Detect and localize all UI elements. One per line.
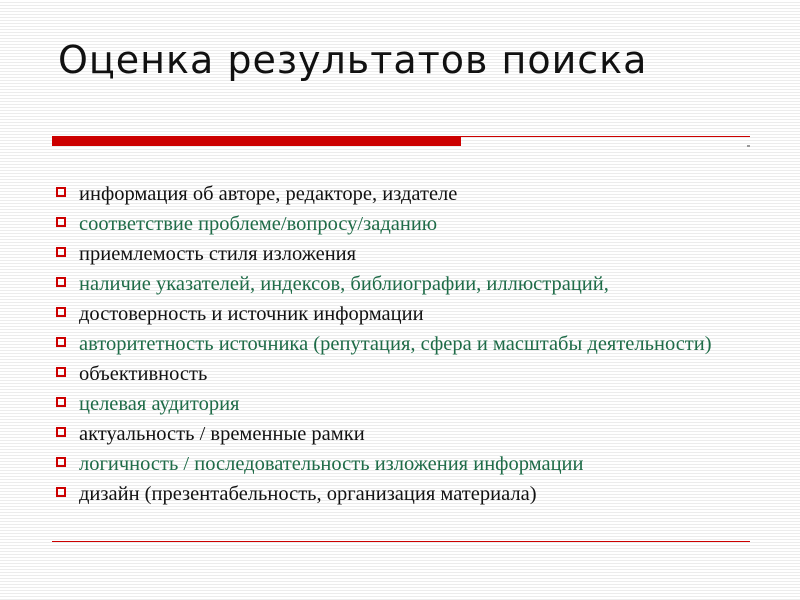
hollow-square-icon	[56, 277, 66, 287]
hollow-square-icon	[56, 487, 66, 497]
list-item	[56, 391, 746, 417]
list-item-text: актуальность / временные рамки	[79, 423, 365, 445]
criteria-list	[56, 181, 746, 511]
list-item	[56, 451, 746, 477]
title-accent-bar	[52, 137, 461, 146]
list-item	[56, 481, 746, 507]
hollow-square-icon	[56, 217, 66, 227]
hollow-square-icon	[56, 457, 66, 467]
list-item-text: целевая аудитория	[79, 393, 240, 415]
list-item	[56, 361, 746, 387]
list-item-text: авторитетность источника (репутация, сфера и масштабы деятельности)	[79, 333, 712, 355]
list-item	[56, 301, 746, 327]
list-item-text: дизайн (презентабельность, организация материала)	[79, 483, 537, 505]
list-item-text: достоверность и источник информации	[79, 303, 424, 325]
list-item	[56, 241, 746, 267]
list-item-text: объективность	[79, 363, 208, 385]
hollow-square-icon	[56, 427, 66, 437]
list-item	[56, 421, 746, 447]
list-item-text: соответствие проблеме/вопросу/заданию	[79, 213, 438, 235]
hollow-square-icon	[56, 367, 66, 377]
list-item	[56, 211, 746, 237]
list-item-text: информация об авторе, редакторе, издателе	[79, 183, 458, 205]
title-rule-end-mark	[747, 145, 750, 147]
hollow-square-icon	[56, 307, 66, 317]
bottom-divider	[52, 541, 750, 542]
hollow-square-icon	[56, 397, 66, 407]
list-item	[56, 331, 746, 357]
list-item-text: наличие указателей, индексов, библиографии, иллюстраций,	[79, 273, 609, 295]
slide-title: Оценка результатов поиска	[58, 38, 648, 82]
list-item	[56, 271, 746, 297]
hollow-square-icon	[56, 337, 66, 347]
list-item	[56, 181, 746, 207]
list-item-text: приемлемость стиля изложения	[79, 243, 357, 265]
list-item-text: логичность / последовательность изложения информации	[79, 453, 584, 475]
hollow-square-icon	[56, 247, 66, 257]
hollow-square-icon	[56, 187, 66, 197]
